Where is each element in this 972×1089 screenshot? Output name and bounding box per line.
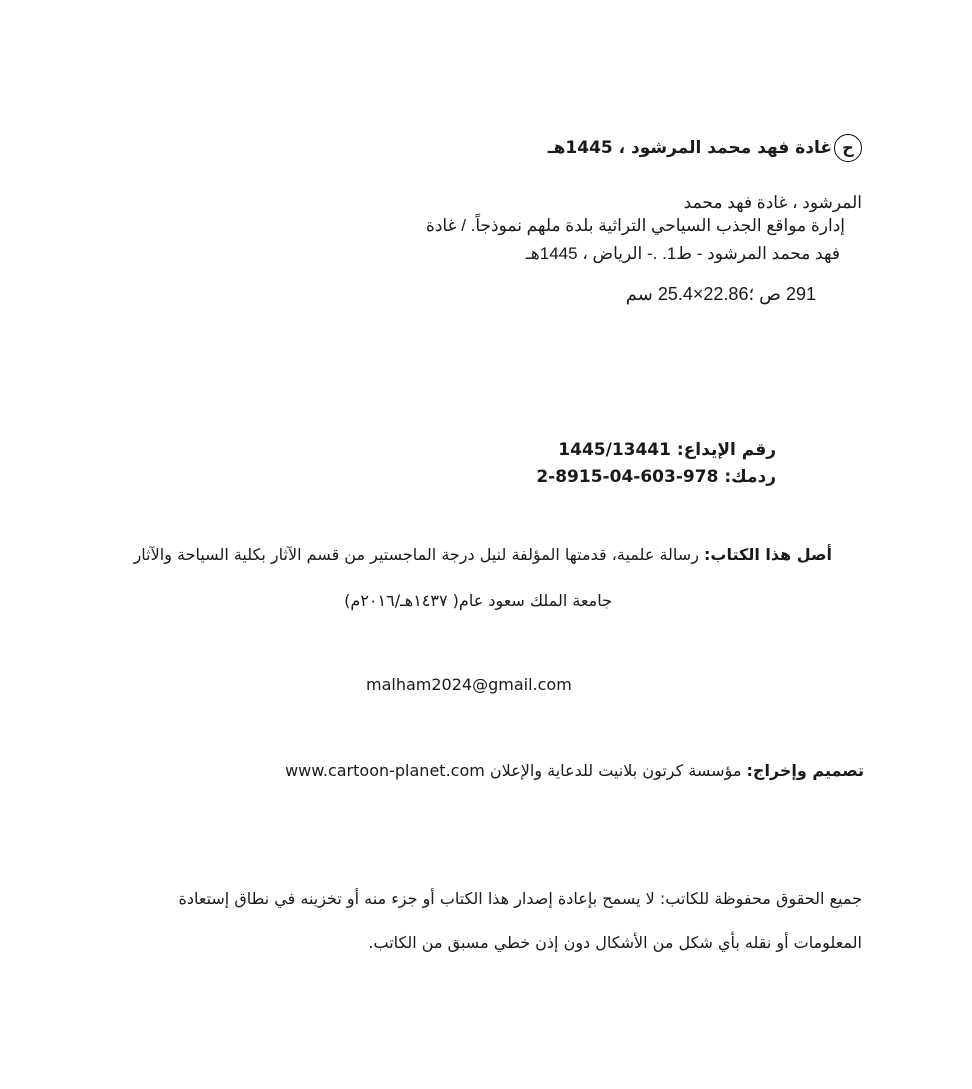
rights-notice-line2: المعلومات أو نقله بأي شكل من الأشكال دون إذن خطي مسبق من الكاتب. xyxy=(368,933,862,952)
copyright-line xyxy=(548,134,862,162)
design-url: www.cartoon-planet.com xyxy=(285,761,485,780)
design-label: تصميم وإخراج: xyxy=(746,761,864,780)
catalog-author: المرشود ، غادة فهد محمد xyxy=(683,193,862,212)
catalog-edition: فهد محمد المرشود - ط1. .- الرياض ، 1445هـ xyxy=(525,244,840,263)
rights-notice-line1: جميع الحقوق محفوظة للكاتب: لا يسمح بإعادة إصدار هذا الكتاب أو جزء منه أو تخزينه في نطاق إستعادة xyxy=(178,889,862,908)
deposit-number-label: رقم الإيداع: xyxy=(676,440,776,460)
catalog-pages: 291 ص ؛22.86×25.4 سم xyxy=(625,284,816,304)
book-origin-text: رسالة علمية، قدمتها المؤلفة لنيل درجة الماجستير من قسم الآثار بكلية السياحة والآثار xyxy=(133,545,704,564)
book-origin xyxy=(134,545,832,564)
book-origin-label: أصل هذا الكتاب: xyxy=(704,545,832,564)
deposit-number xyxy=(558,440,776,460)
design-credit xyxy=(285,761,864,780)
catalog-title: إدارة مواقع الجذب السياحي التراثية بلدة ملهم نموذجاً. / غادة xyxy=(425,216,845,235)
copyright-symbol: ح xyxy=(834,134,862,162)
book-origin-university: جامعة الملك سعود عام( ١٤٣٧هـ/٢٠١٦م) xyxy=(344,591,612,610)
isbn-label: ردمك: xyxy=(724,467,776,487)
contact-email: malham2024@gmail.com xyxy=(366,675,572,694)
design-company: مؤسسة كرتون بلانيت للدعاية والإعلان xyxy=(484,761,747,780)
deposit-number-value: 1445/13441 xyxy=(558,440,671,460)
copyright-holder: غادة فهد محمد المرشود ، 1445هـ xyxy=(547,138,832,158)
isbn-value: 978-603-04-8915-2 xyxy=(536,467,719,487)
isbn xyxy=(536,467,776,487)
